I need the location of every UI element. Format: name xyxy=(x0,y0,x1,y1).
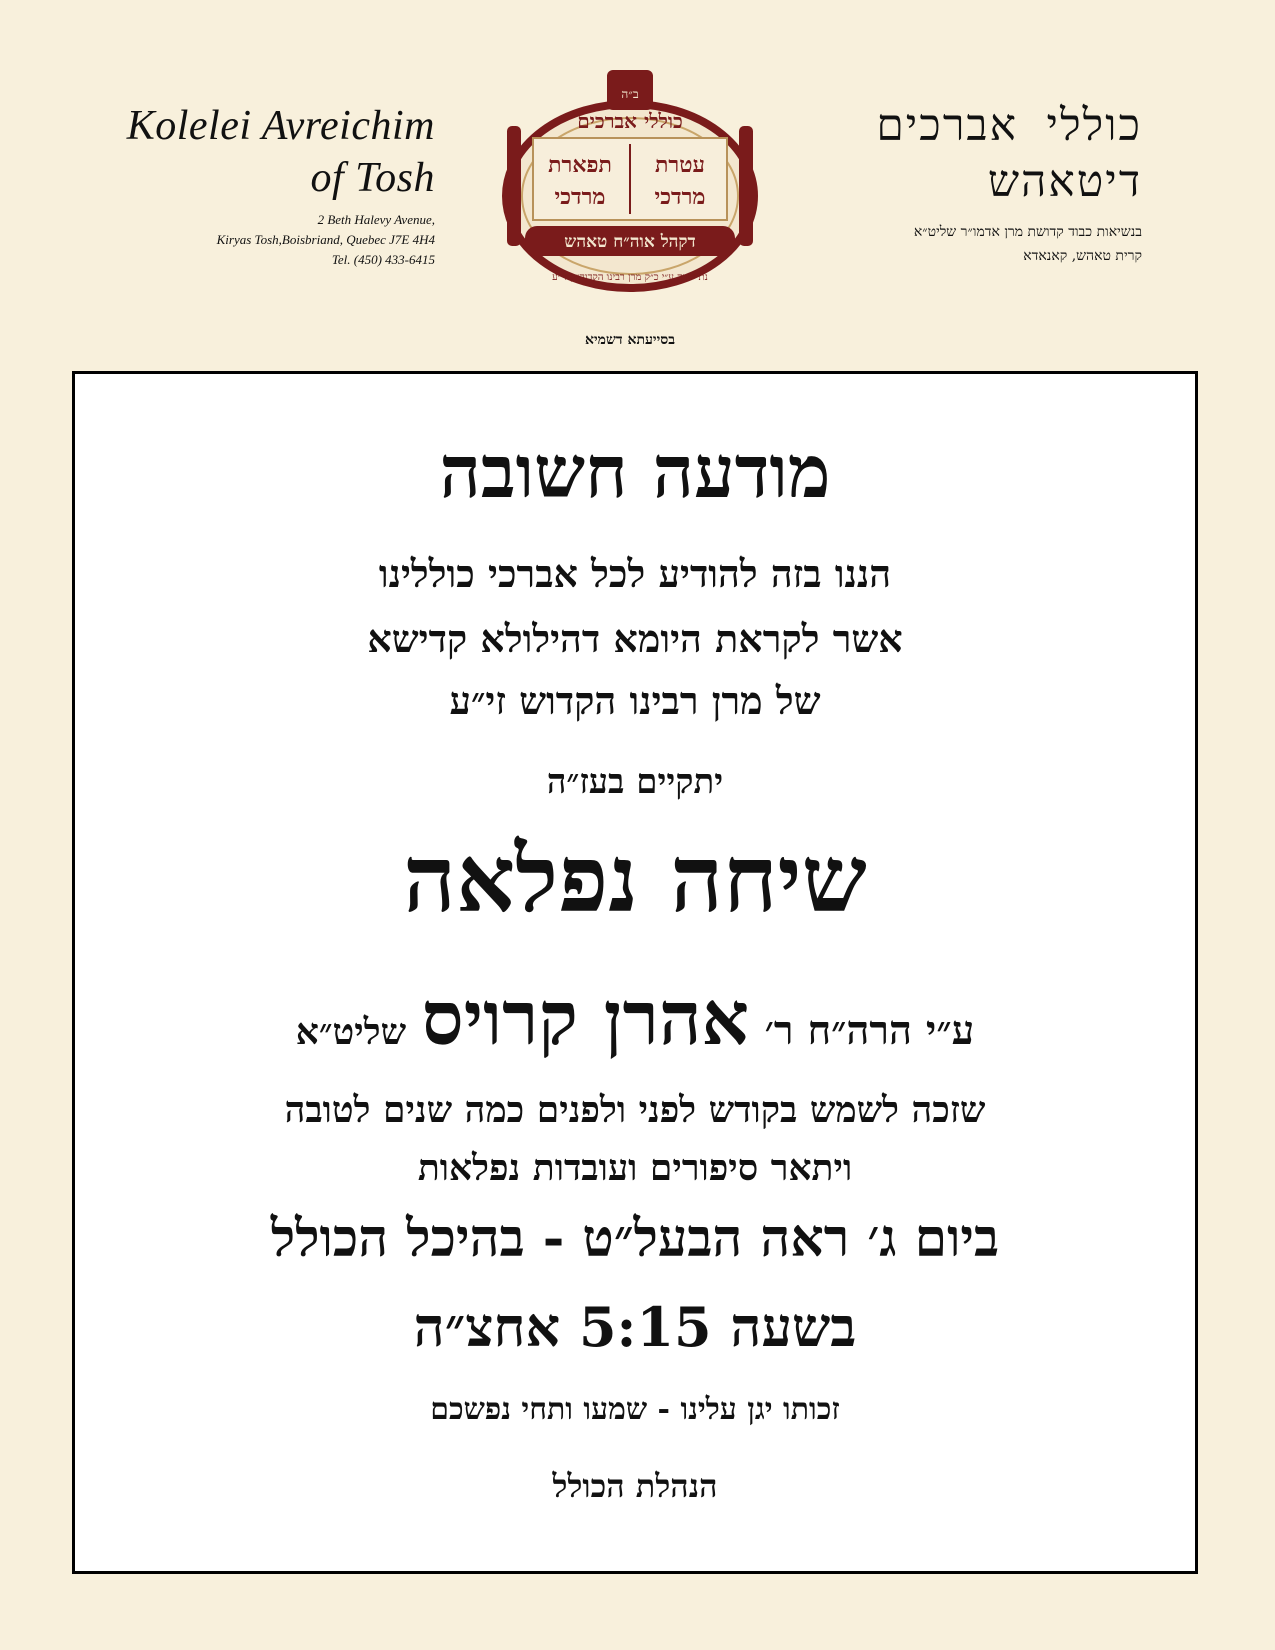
seal-ring-text: נתייסדה ע״י כ״ק מרן רבינו הקדוה״ק זי״ע xyxy=(552,272,708,283)
event-title: שיחה נפלאה xyxy=(403,825,867,933)
speaker-suffix: שליט״א xyxy=(295,1011,407,1053)
notice-title: מודעה חשובה xyxy=(439,429,831,514)
will-be-held: יתקיים בעז״ה xyxy=(546,762,724,802)
english-org-name-line1: Kolelei Avreichim xyxy=(126,103,435,149)
hebrew-org-name-line2: דיטאהש xyxy=(987,156,1142,207)
speaker-prefix: ע״י הרה״ח ר׳ xyxy=(764,1007,975,1054)
speaker-name: אהרן קרויס xyxy=(421,976,750,1062)
signature-line: הנהלת הכולל xyxy=(552,1467,718,1505)
seal-left-word-1: תפארת xyxy=(548,152,612,178)
hebrew-subtitle xyxy=(812,220,1142,268)
intro-line-2: אשר לקראת היומא דהילולא קדישא xyxy=(367,616,903,661)
english-letterhead xyxy=(75,100,435,270)
address-line-1: 2 Beth Halevy Avenue, xyxy=(317,212,435,227)
english-address xyxy=(75,210,435,270)
hebrew-org-name-line1: כוללי אברכים xyxy=(876,100,1142,151)
address-line-2: Kiryas Tosh,Boisbriand, Quebec J7E 4H4 xyxy=(216,232,435,247)
phone-number: Tel. (450) 433-6415 xyxy=(331,252,435,267)
speaker-description-line-1: שזכה לשמש בקודש לפני ולפנים כמה שנים לטובה xyxy=(284,1089,986,1131)
intro-line-1: הננו בזה להודיע לכל אברכי כוללינו xyxy=(378,551,892,596)
blessing-line: זכותו יגן עלינו - שמעו ותחי נפשכם xyxy=(430,1392,840,1427)
intro-line-3: של מרן רבינו הקדוש זי״ע xyxy=(449,678,821,723)
hebrew-subtitle-line2: קרית טאהש, קאנאדא xyxy=(1023,248,1142,264)
hebrew-subtitle-line1: בנשיאות כבוד קדושת מרן אדמו״ר שליט״א xyxy=(913,224,1142,240)
letterhead xyxy=(0,0,1275,360)
seal-arc-text: כוללי אברכים xyxy=(577,109,683,133)
seal-right-word-1: עטרת xyxy=(655,152,705,178)
seal-bottom-text: דקהל אוה״ח טאהש xyxy=(564,232,696,252)
scroll-handle-right xyxy=(739,126,753,246)
seal-right-word-2: מרדכי xyxy=(654,184,706,210)
event-date-location: ביום ג׳ ראה הבעל״ט - בהיכל הכולל xyxy=(270,1208,1000,1269)
hebrew-letterhead xyxy=(812,98,1142,268)
speaker-line xyxy=(75,974,1195,1084)
kolel-seal-logo xyxy=(495,66,765,296)
notice-box xyxy=(72,371,1198,1574)
event-time: בשעה 5:15 אחצ״ה xyxy=(413,1295,857,1359)
english-org-name-line2: of Tosh xyxy=(310,155,435,201)
speaker-description-line-2: ויתאר סיפורים ועובדות נפלאות xyxy=(417,1147,853,1189)
bsd-slogan: בסייעתא דשמיא xyxy=(585,332,675,348)
seal-top-letters: ב״ה xyxy=(621,87,639,101)
scroll-handle-left xyxy=(507,126,521,246)
seal-left-word-2: מרדכי xyxy=(554,184,606,210)
